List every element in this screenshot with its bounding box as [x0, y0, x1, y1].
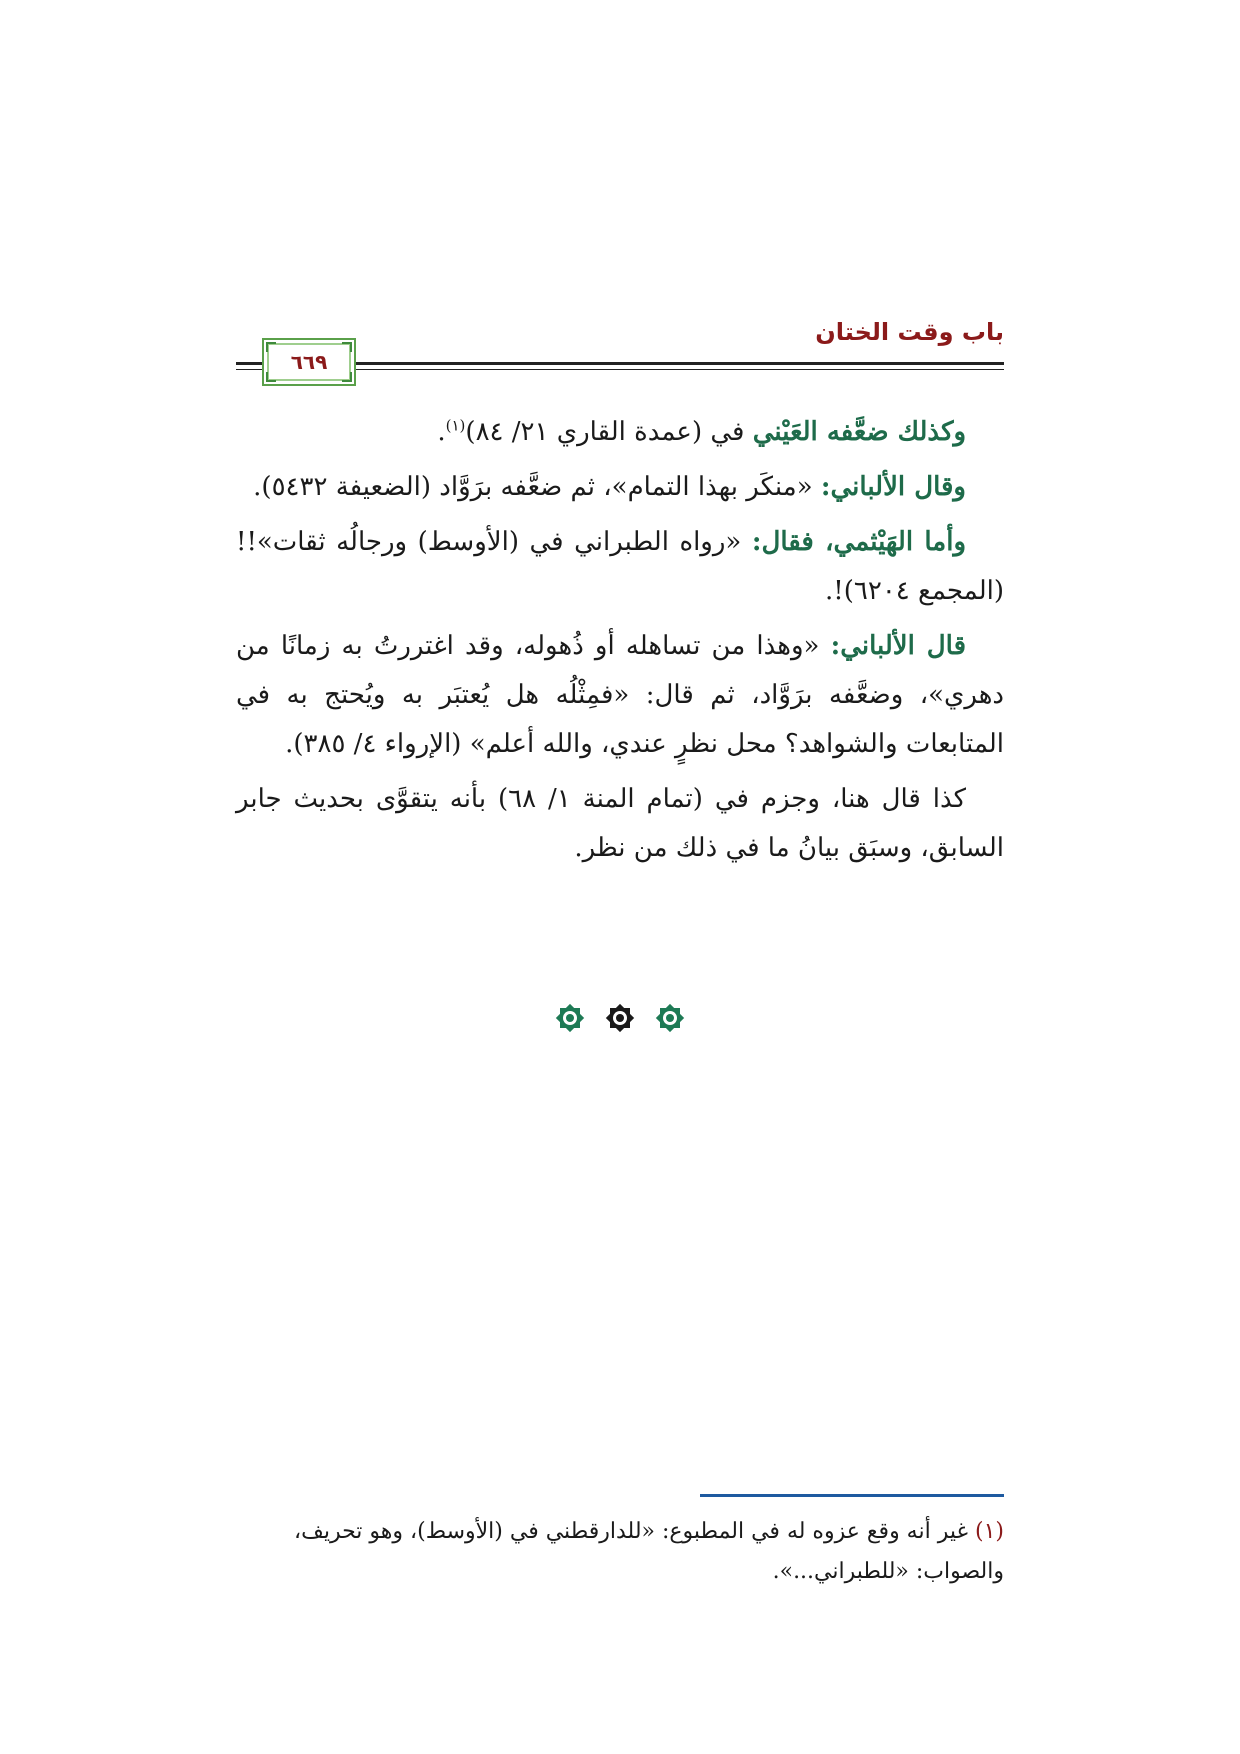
footnote-reference[interactable]: (١): [445, 416, 466, 435]
paragraph: [236, 775, 1004, 873]
frame-corner-ornament: [342, 372, 352, 382]
page-number: ٦٦٩: [290, 350, 328, 374]
paragraph-tail: .: [437, 417, 446, 447]
frame-corner-ornament: [266, 342, 276, 352]
paragraph-text: «منكَر بهذا التمام»، ثم ضعَّفه برَوَّاد (الضعيفة ٥٤٣٢).: [253, 472, 821, 502]
star-flower-icon: [602, 1000, 638, 1036]
footnotes: [236, 1512, 1004, 1592]
highlighted-name: وأما الهَيْثمي، فقال:: [751, 527, 967, 557]
chapter-title: باب وقت الختان: [815, 318, 1004, 346]
frame-corner-ornament: [266, 372, 276, 382]
star-flower-icon: [552, 1000, 588, 1036]
footnote: [236, 1512, 1004, 1592]
paragraph-text: «وهذا من تساهله أو ذُهوله، وقد اغتررتُ به زمانًا من دهري»، وضعَّفه برَوَّاد، ثم قال: «فمِثْلُه هل يُعتبَر به ويُحتج به في المتابعات والشواهد؟ محل نظرٍ عندي، والله أعلم» (الإرواء ٤/ ٣٨٥).: [236, 631, 1004, 759]
main-text: [236, 408, 1004, 879]
footnote-separator: [700, 1494, 1004, 1497]
paragraph: [236, 408, 1004, 457]
footnote-text: غير أنه وقع عزوه له في المطبوع: «للدارقطني في (الأوسط)، وهو تحريف، والصواب: «للطبراني...».: [293, 1519, 1004, 1584]
frame-corner-ornament: [342, 342, 352, 352]
paragraph-text: «رواه الطبراني في (الأوسط) ورجالُه ثقات»!! (المجمع ٦٢٠٤)!.: [236, 527, 1004, 606]
paragraph-text: كذا قال هنا، وجزم في (تمام المنة ١/ ٦٨) بأنه يتقوَّى بحديث جابر السابق، وسبَق بيانُ ما في ذلك من نظر.: [236, 784, 1004, 863]
paragraph: [236, 622, 1004, 769]
highlighted-name: قال الألباني:: [830, 631, 967, 661]
paragraph-text: في (عمدة القاري ٢١/ ٨٤): [465, 417, 753, 447]
section-end-ornament: [0, 1000, 1240, 1036]
page-number-frame: [262, 338, 356, 386]
highlighted-name: وكذلك ضعَّفه العَيْني: [752, 417, 966, 447]
footnote-number: (١): [974, 1519, 1004, 1544]
star-flower-icon: [652, 1000, 688, 1036]
paragraph: [236, 518, 1004, 616]
highlighted-name: وقال الألباني:: [820, 472, 966, 502]
paragraph: [236, 463, 1004, 512]
